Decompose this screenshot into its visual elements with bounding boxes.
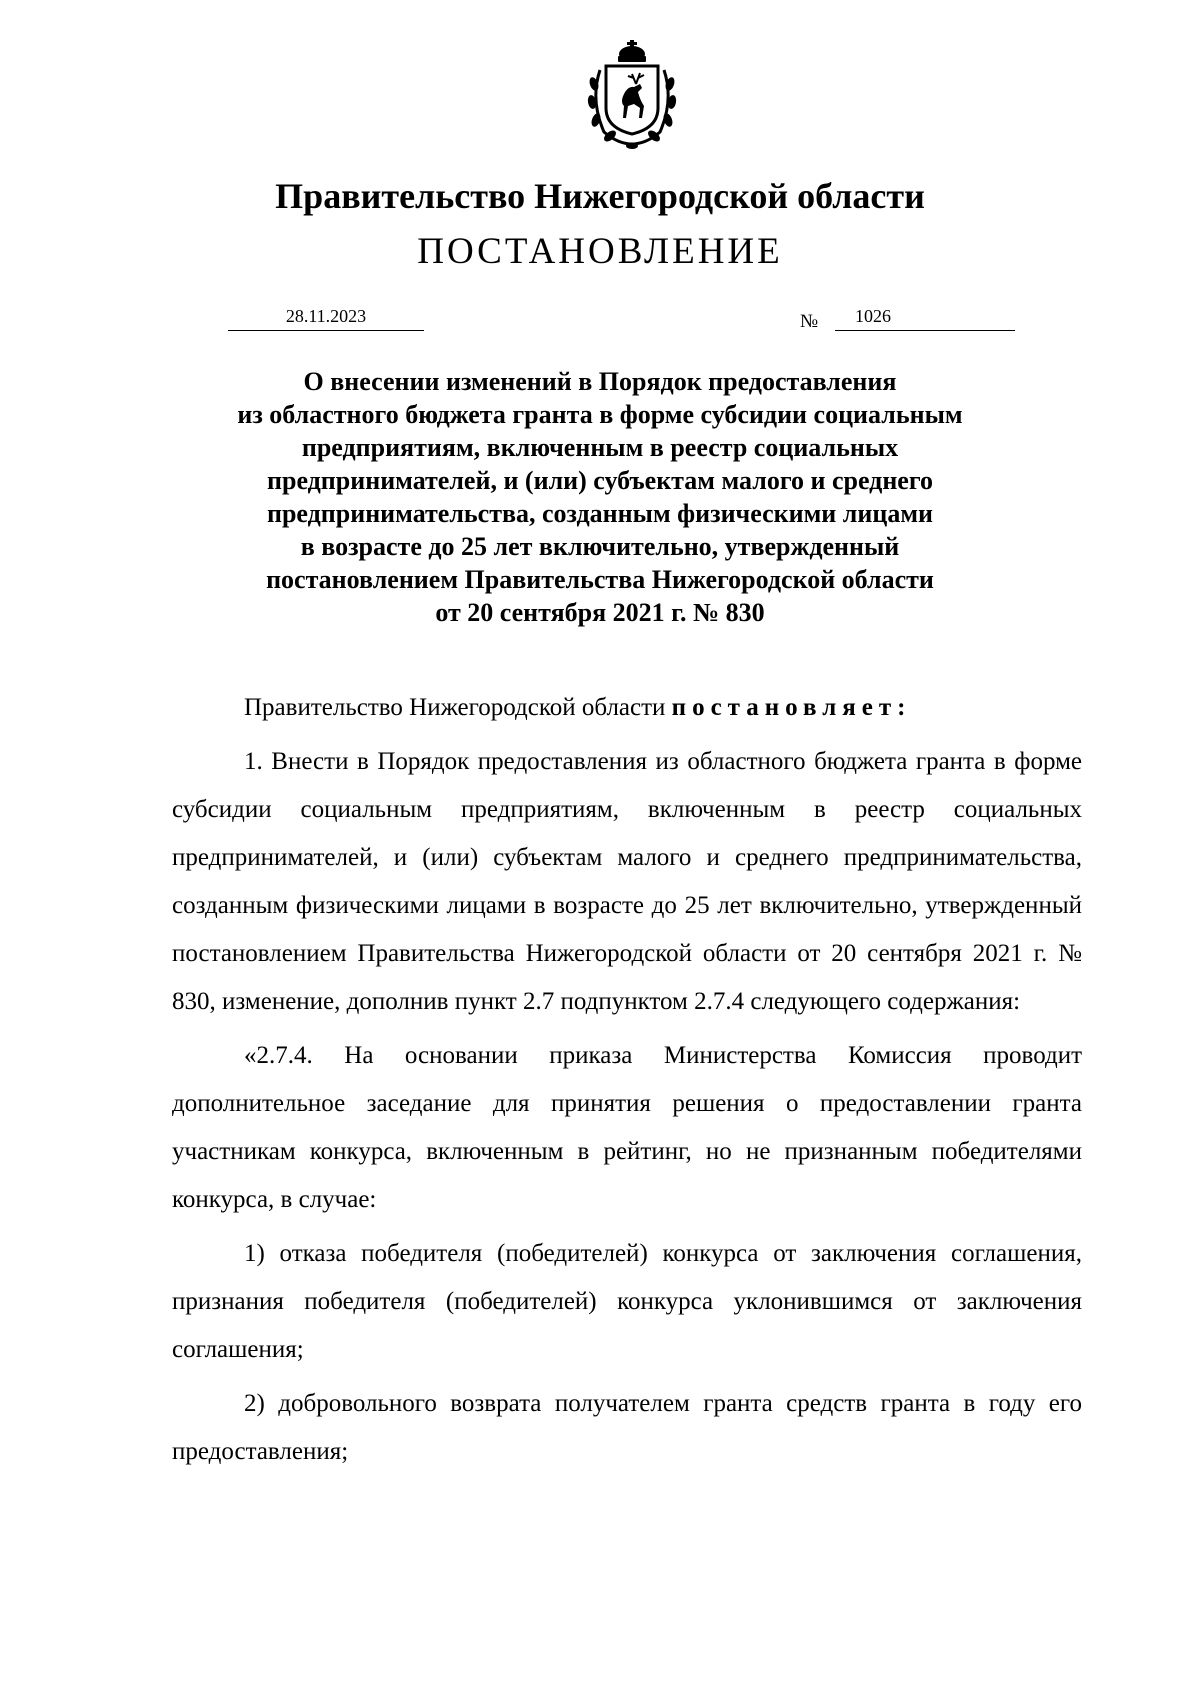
- number-underline: [835, 330, 1015, 331]
- paragraph-1: 1. Внести в Порядок предоставления из областного бюджета гранта в форме субсидии социальным предприятиям, включенным в реестр социальных предпринимателей, и (или) субъектам малого и среднего предпринимательства, созданным физическими лицами в возрасте до 25 лет включительно, утвержденный постановлением Правительства Нижегородской области от 20 сентября 2021 г. № 830, изменение, дополнив пункт 2.7 подпунктом 2.7.4 следующего содержания:: [172, 748, 1082, 1015]
- subject-line: постановлением Правительства Нижегородской области: [266, 565, 934, 594]
- document-number: 1026: [855, 306, 891, 326]
- document-date: 28.11.2023: [285, 306, 367, 326]
- subject-line: О внесении изменений в Порядок предоставления: [303, 367, 897, 396]
- subject-line: предпринимателей, и (или) субъектам малого и среднего: [267, 466, 933, 495]
- paragraph-3: 1) отказа победителя (победителей) конкурса от заключения соглашения, признания победителя (победителей) конкурса уклонившимся от заключения соглашения;: [172, 1240, 1082, 1363]
- date-underline: [228, 330, 424, 331]
- subject-line: в возрасте до 25 лет включительно, утвержденный: [300, 532, 900, 561]
- subject-line: из областного бюджета гранта в форме субсидии социальным: [237, 400, 963, 429]
- resolution-intro: [172, 684, 1082, 732]
- subject-line: предпринимательства, созданным физическими лицами: [266, 499, 934, 528]
- paragraph-2: «2.7.4. На основании приказа Министерства Комиссия проводит дополнительное заседание для принятия решения о предоставлении гранта участникам конкурса, включенным в рейтинг, но не признанным победителями конкурса, в случае:: [172, 1042, 1082, 1213]
- document-subject: [0, 365, 1200, 629]
- document-body: [172, 684, 1082, 1482]
- subject-line: предприятиям, включенным в реестр социальных: [301, 433, 899, 462]
- subject-line: от 20 сентября 2021 г. № 830: [435, 598, 765, 627]
- intro-verb: постановляет:: [671, 694, 912, 721]
- organization-title: Правительство Нижегородской области: [275, 176, 925, 216]
- document-type-title: ПОСТАНОВЛЕНИЕ: [417, 231, 783, 272]
- intro-text: Правительство Нижегородской области: [244, 694, 666, 721]
- coat-of-arms-emblem: [578, 40, 686, 150]
- number-sign: №: [800, 311, 819, 332]
- paragraph-4: 2) добровольного возврата получателем гранта средств гранта в году его предоставления;: [172, 1390, 1082, 1465]
